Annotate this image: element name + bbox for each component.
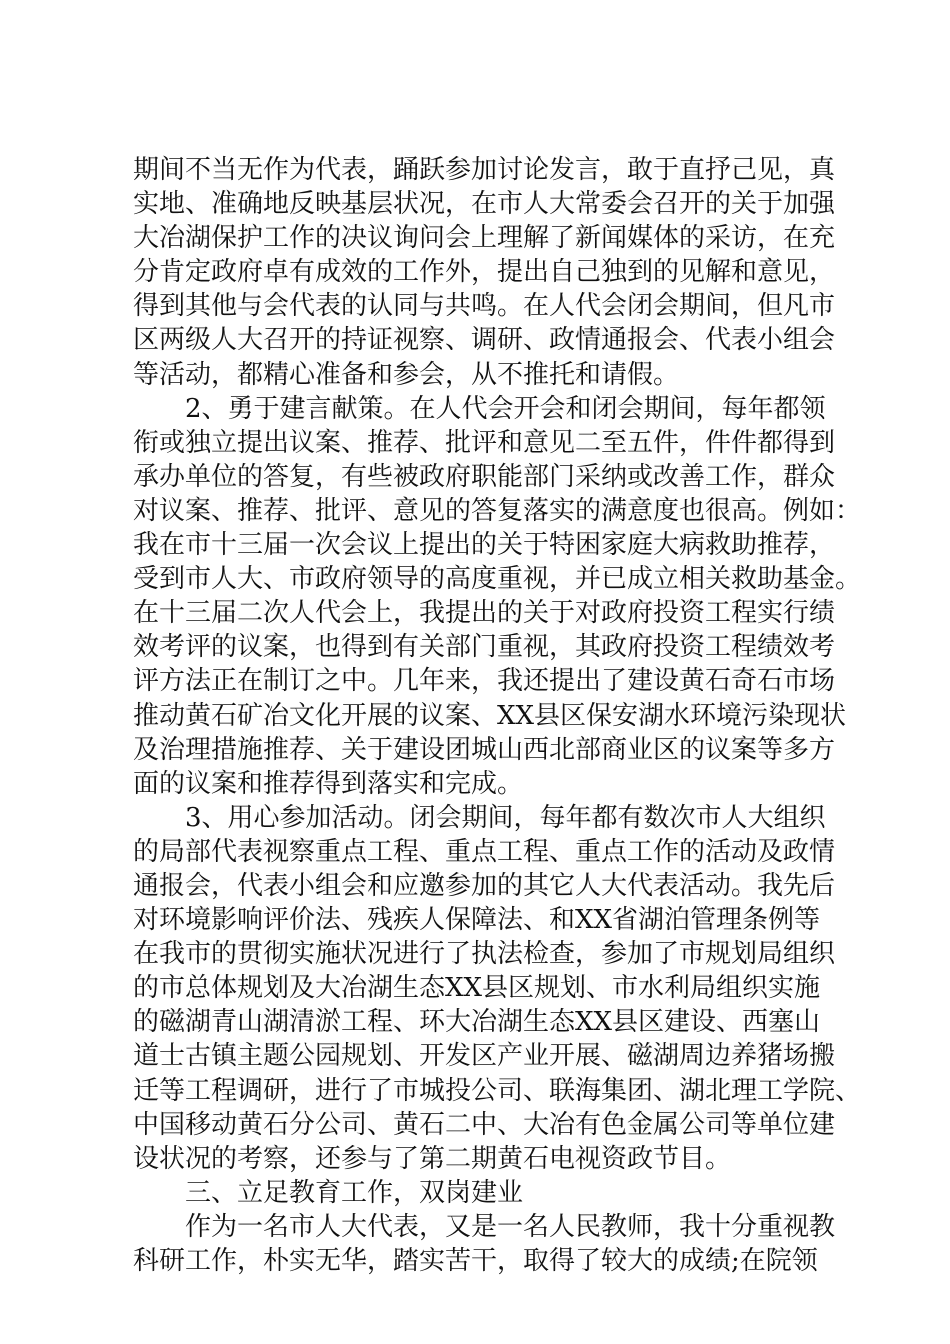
text-line: 在十三届二次人代会上，我提出的关于对政府投资工程实行绩 bbox=[133, 598, 836, 629]
document-body bbox=[133, 153, 862, 1278]
section-heading: 三、立足教育工作，双岗建业 bbox=[185, 1177, 524, 1208]
text-line: 设状况的考察，还参与了第二期黄石电视资政节目。 bbox=[133, 1143, 732, 1174]
text-line: 受到市人大、市政府领导的高度重视，并已成立相关救助基金。 bbox=[133, 564, 862, 595]
text-line: 分肯定政府卓有成效的工作外，提出自己独到的见解和意见， bbox=[133, 257, 836, 288]
paragraph-start-line: 2、勇于建言献策。在人代会开会和闭会期间，每年都领 bbox=[185, 393, 826, 424]
text-line: 实地、准确地反映基层状况，在市人大常委会召开的关于加强 bbox=[133, 189, 836, 220]
text-line: 及治理措施推荐、关于建设团城山西北部商业区的议案等多方 bbox=[133, 734, 836, 765]
text-line: 等活动，都精心准备和参会，从不推托和请假。 bbox=[133, 359, 680, 390]
text-line: 迁等工程调研，进行了市城投公司、联海集团、湖北理工学院、 bbox=[133, 1075, 862, 1106]
text-line: 得到其他与会代表的认同与共鸣。在人代会闭会期间，但凡市 bbox=[133, 291, 836, 322]
text-line: 在我市的贯彻实施状况进行了执法检查，参加了市规划局组织 bbox=[133, 939, 836, 970]
text-line: 区两级人大召开的持证视察、调研、政情通报会、代表小组会 bbox=[133, 325, 836, 356]
text-line: 评方法正在制订之中。几年来，我还提出了建设黄石奇石市场 bbox=[133, 666, 836, 697]
text-line: 面的议案和推荐得到落实和完成。 bbox=[133, 768, 524, 799]
text-line: 推动黄石矿冶文化开展的议案、XX县区保安湖水环境污染现状 bbox=[133, 700, 847, 731]
text-line: 对环境影响评价法、残疾人保障法、和XX省湖泊管理条例等 bbox=[133, 905, 821, 936]
text-line: 对议案、推荐、批评、意见的答复落实的满意度也很高。例如： bbox=[133, 495, 862, 526]
text-line: 大冶湖保护工作的决议询问会上理解了新闻媒体的采访，在充 bbox=[133, 223, 836, 254]
text-line: 通报会，代表小组会和应邀参加的其它人大代表活动。我先后 bbox=[133, 870, 836, 901]
text-line: 科研工作，朴实无华，踏实苦干，取得了较大的成绩;在院领 bbox=[133, 1246, 818, 1276]
text-line: 道士古镇主题公园规划、开发区产业开展、磁湖周边养猪场搬 bbox=[133, 1041, 836, 1072]
text-line: 承办单位的答复，有些被政府职能部门采纳或改善工作，群众 bbox=[133, 461, 836, 492]
text-line: 我在市十三届一次会议上提出的关于特困家庭大病救助推荐， bbox=[133, 530, 836, 561]
text-line: 的市总体规划及大冶湖生态XX县区规划、市水利局组织实施 bbox=[133, 973, 821, 1004]
text-line: 的磁湖青山湖清淤工程、环大冶湖生态XX县区建设、西塞山 bbox=[133, 1007, 821, 1038]
paragraph-start-line: 作为一名市人大代表，又是一名人民教师，我十分重视教 bbox=[185, 1211, 836, 1242]
text-line: 效考评的议案，也得到有关部门重视，其政府投资工程绩效考 bbox=[133, 632, 836, 663]
text-line: 期间不当无作为代表，踊跃参加讨论发言，敢于直抒己见，真 bbox=[133, 155, 836, 185]
paragraph-start-line: 3、用心参加活动。闭会期间，每年都有数次市人大组织 bbox=[185, 802, 826, 833]
text-line: 中国移动黄石分公司、黄石二中、大冶有色金属公司等单位建 bbox=[133, 1109, 836, 1140]
text-line: 的局部代表视察重点工程、重点工程、重点工作的活动及政情 bbox=[133, 836, 836, 867]
text-line: 衔或独立提出议案、推荐、批评和意见二至五件，件件都得到 bbox=[133, 427, 836, 458]
